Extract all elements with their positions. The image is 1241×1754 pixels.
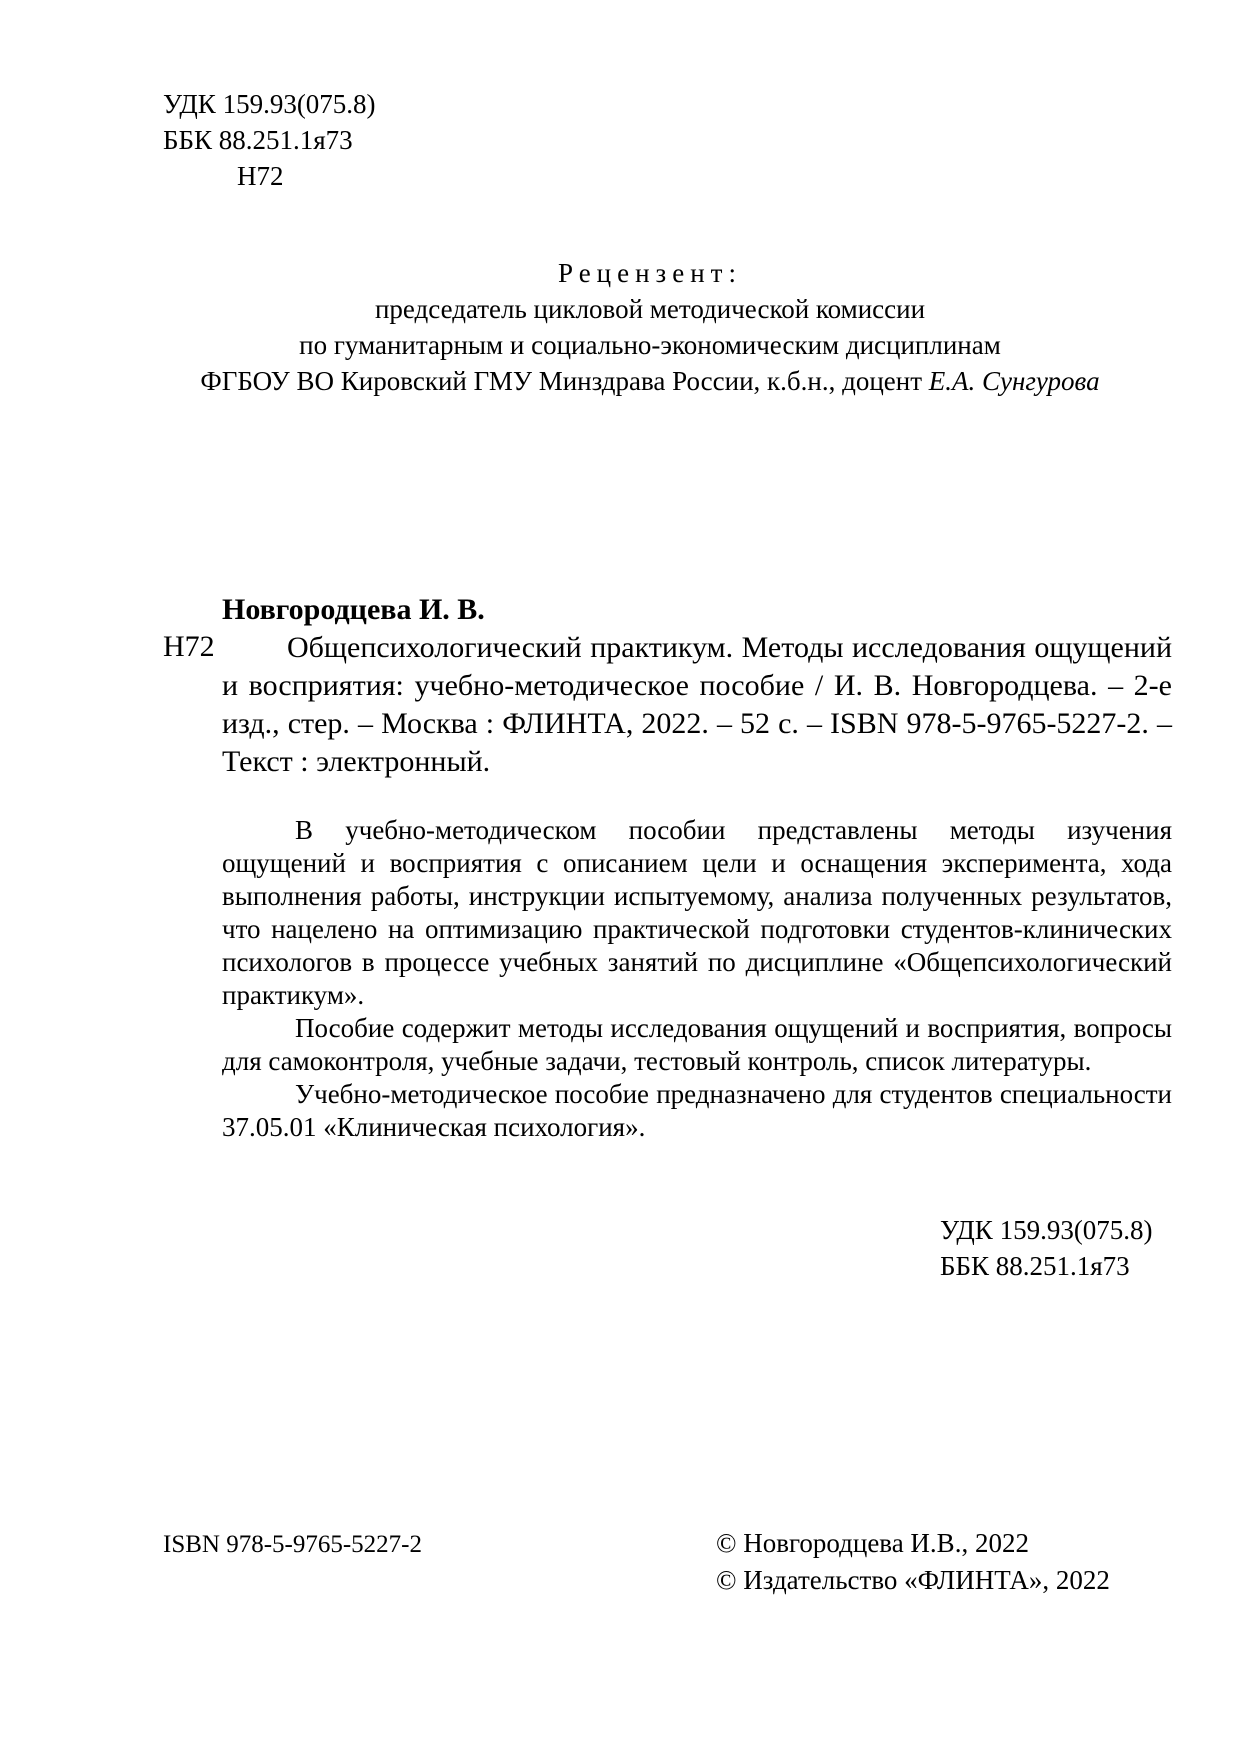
reviewer-affiliation-text: ФГБОУ ВО Кировский ГМУ Минздрава России, к.б.н., доцент [200, 366, 929, 396]
annotation-paragraph-1: В учебно-методическом пособии представлены методы изучения ощущений и восприятия с описанием цели и оснащения эксперимента, хода выполнения работы, инструкции испытуемому, анализа полученных результатов, что нацелено на оптимизацию практической подготовки студентов-клинических психологов в процессе учебных занятий по дисциплине «Общепсихологический практикум». [222, 815, 1172, 1010]
annotation-paragraph-2: Пособие содержит методы исследования ощущений и восприятия, вопросы для самоконтроля, учебные задачи, тестовый контроль, список литературы. [222, 1013, 1172, 1076]
annotation-paragraph-3: Учебно-методическое пособие предназначено для студентов специальности 37.05.01 «Клиническая психология». [222, 1079, 1172, 1142]
reviewer-label: Рецензент: [558, 258, 742, 288]
annotation [222, 814, 1172, 1144]
reviewer-commission: по гуманитарным и социально-экономическим дисциплинам [299, 330, 1001, 360]
copyright-author: © Новгородцева И.В., 2022 [716, 1528, 1029, 1558]
reviewer-block [150, 255, 1150, 399]
udk-code: УДК 159.93(075.8) [163, 89, 376, 119]
classification-bottom [940, 1212, 1153, 1284]
author-mark: Н72 [237, 161, 284, 191]
reviewer-position: председатель цикловой методической комиссии [374, 294, 926, 324]
udk-code-bottom: УДК 159.93(075.8) [940, 1215, 1153, 1245]
reviewer-affiliation [150, 363, 1150, 399]
copyright-publisher: © Издательство «ФЛИНТА», 2022 [716, 1565, 1110, 1595]
bibliographic-record: Общепсихологический практикум. Методы исследования ощущений и восприятия: учебно-методическое пособие / И. В. Новгородцева. – 2-е изд., стер. – Москва : ФЛИНТА, 2022. – 52 с. – ISBN 978-5-9765-5227-2. – Текст : электронный. [222, 631, 1172, 778]
copyright-block [716, 1525, 1110, 1599]
bbk-code: ББК 88.251.1я73 [163, 125, 353, 155]
card-author: Новгородцева И. В. [222, 593, 485, 626]
reviewer-name: Е.А. Сунгурова [928, 366, 1100, 396]
card-code: Н72 [163, 630, 215, 663]
isbn: ISBN 978-5-9765-5227-2 [163, 1531, 423, 1558]
bbk-code-bottom: ББК 88.251.1я73 [940, 1251, 1130, 1281]
classification-top [163, 86, 376, 194]
